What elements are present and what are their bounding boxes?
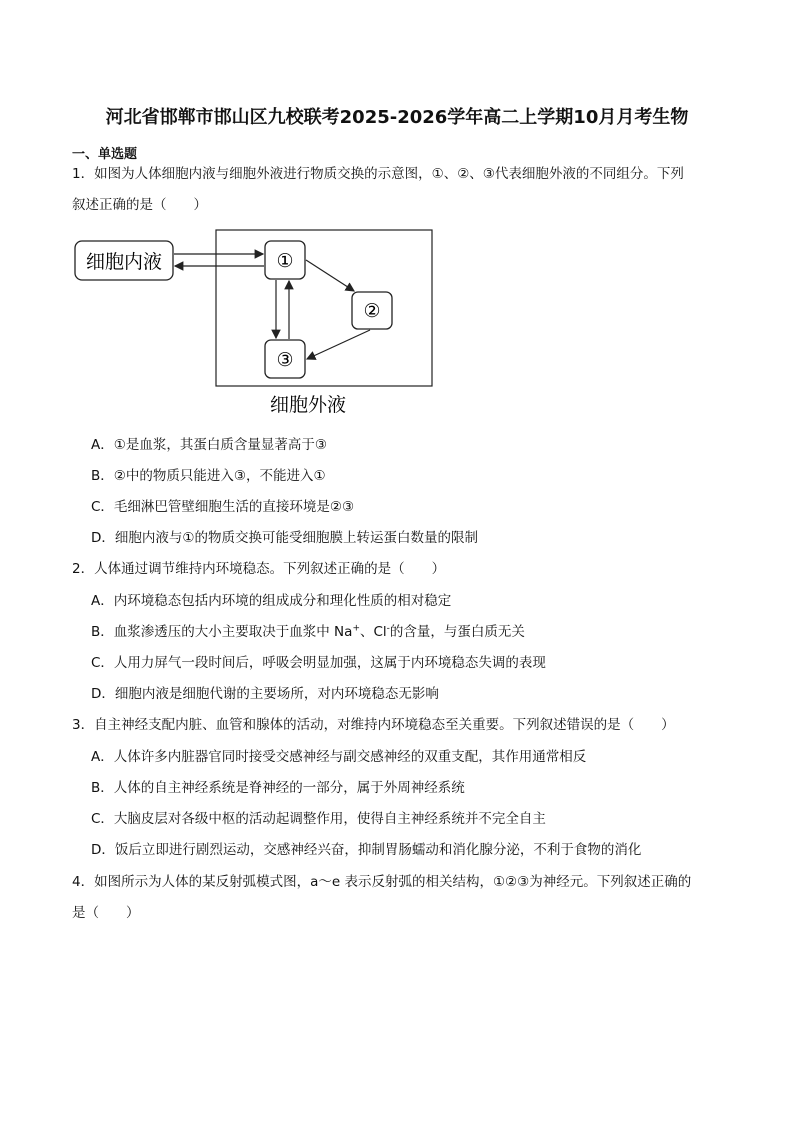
q2-option-b-sup2: - xyxy=(386,623,390,634)
q3-option-a: A．人体许多内脏器官同时接受交感神经与副交感神经的双重支配，其作用通常相反 xyxy=(91,749,587,765)
q2-option-b xyxy=(91,623,525,641)
q1-option-a: A．①是血浆，其蛋白质含量显著高于③ xyxy=(91,437,327,453)
intracellular-label: 细胞内液 xyxy=(85,251,163,273)
arrow-1-to-2 xyxy=(306,260,354,291)
page-title: 河北省邯郸市邯山区九校联考2025-2026学年高二上学期10月月考生物 xyxy=(105,107,689,128)
q3-stem: 3．自主神经支配内脏、血管和腺体的活动，对维持内环境稳态至关重要。下列叙述错误的是（ ） xyxy=(72,717,675,733)
q1-option-d: D．细胞内液与①的物质交换可能受细胞膜上转运蛋白数量的限制 xyxy=(91,530,478,546)
q2-option-c: C．人用力屏气一段时间后，呼吸会明显加强，这属于内环境稳态失调的表现 xyxy=(91,655,546,671)
q3-option-b: B．人体的自主神经系统是脊神经的一部分，属于外周神经系统 xyxy=(91,780,465,796)
q1-stem-line2: 叙述正确的是（ ） xyxy=(72,197,207,213)
q1-option-c: C．毛细淋巴管壁细胞生活的直接环境是②③ xyxy=(91,499,355,515)
q1-option-b: B．②中的物质只能进入③，不能进入① xyxy=(91,468,326,484)
node-2-label: ② xyxy=(363,300,381,322)
section-heading: 一、单选题 xyxy=(72,147,138,162)
q4-stem-line2: 是（ ） xyxy=(72,905,140,921)
q2-stem: 2．人体通过调节维持内环境稳态。下列叙述正确的是（ ） xyxy=(72,561,446,577)
extracellular-label: 细胞外液 xyxy=(269,394,347,416)
q2-option-b-pre: B．血浆渗透压的大小主要取决于血浆中 Na xyxy=(91,624,353,640)
q2-option-b-mid: 、Cl xyxy=(359,624,387,640)
q2-option-a: A．内环境稳态包括内环境的组成成分和理化性质的相对稳定 xyxy=(91,593,452,609)
q2-option-b-sup1: + xyxy=(352,623,360,634)
node-1-label: ① xyxy=(276,250,294,272)
q2-option-d: D．细胞内液是细胞代谢的主要场所，对内环境稳态无影响 xyxy=(91,686,439,702)
extracellular-box xyxy=(216,230,432,386)
arrow-2-to-3 xyxy=(307,330,370,359)
q2-option-b-post: 的含量，与蛋白质无关 xyxy=(389,624,525,640)
q1-diagram xyxy=(72,228,442,423)
q3-option-c: C．大脑皮层对各级中枢的活动起调整作用，使得自主神经系统并不完全自主 xyxy=(91,811,546,827)
q4-stem-line1: 4．如图所示为人体的某反射弧模式图，a～e 表示反射弧的相关结构，①②③为神经元。下列叙述正确的 xyxy=(72,874,692,890)
node-3-label: ③ xyxy=(276,349,294,371)
q1-stem-line1: 1．如图为人体细胞内液与细胞外液进行物质交换的示意图，①、②、③代表细胞外液的不同组分。下列 xyxy=(72,166,684,182)
q3-option-d: D．饭后立即进行剧烈运动，交感神经兴奋，抑制胃肠蠕动和消化腺分泌，不利于食物的消化 xyxy=(91,842,642,858)
